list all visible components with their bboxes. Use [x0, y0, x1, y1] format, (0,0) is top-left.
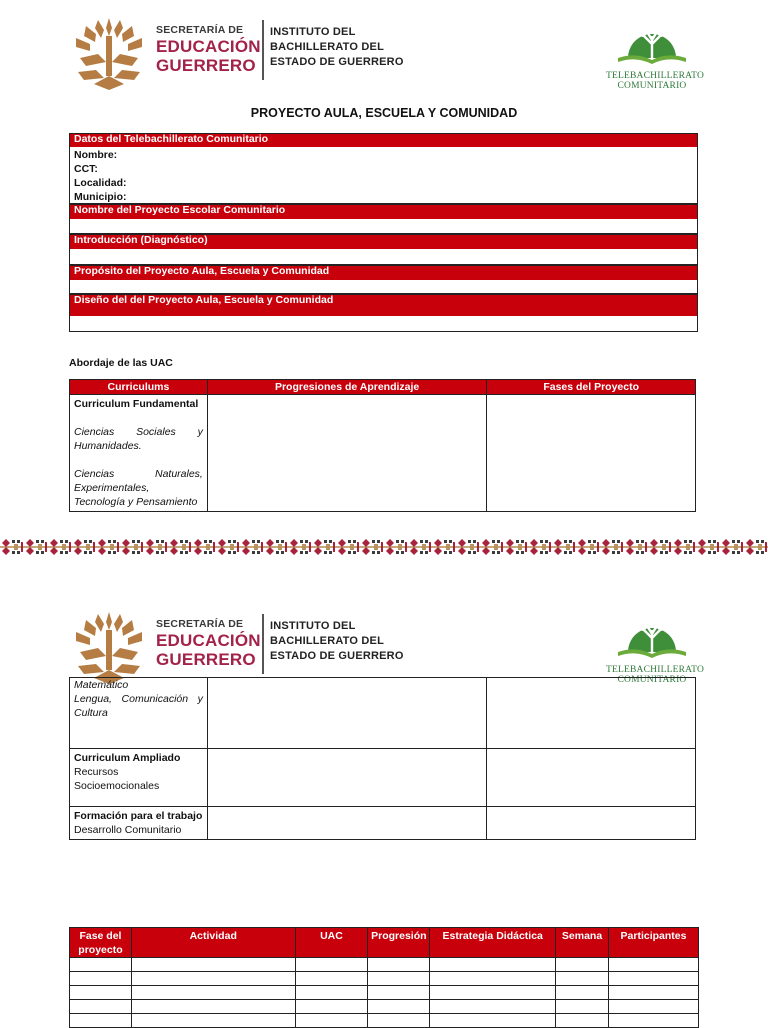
uac-header-progresiones: Progresiones de Aprendizaje	[207, 380, 487, 395]
education-emblem-icon	[68, 14, 150, 94]
field-localidad: Localidad:	[74, 177, 127, 189]
table-cell[interactable]	[70, 972, 132, 986]
table-row	[70, 986, 699, 1000]
fundamental-continued-cell	[70, 678, 208, 749]
table-cell[interactable]	[556, 972, 609, 986]
datos-header: Datos del Telebachillerato Comunitario	[69, 133, 698, 147]
table-cell[interactable]	[609, 1014, 699, 1028]
trabajo-title: Formación para el trabajo	[74, 810, 203, 822]
table-cell[interactable]	[70, 1000, 132, 1014]
tb-line-1: TELEBACHILLERATO	[606, 665, 705, 675]
educacion-label: EDUCACIÓN	[156, 631, 261, 650]
abordaje-label: Abordaje de las UAC	[69, 357, 173, 369]
tb-line-1: TELEBACHILLERATO	[606, 71, 705, 81]
progresiones-cell[interactable]	[207, 749, 486, 807]
tree-book-icon	[606, 14, 698, 66]
inst-line-2: BACHILLERATO DEL	[270, 41, 385, 53]
table-cell[interactable]	[430, 958, 556, 972]
table-cell[interactable]	[556, 958, 609, 972]
tb-line-2: COMUNITARIO	[617, 81, 687, 91]
section-diseno: Diseño del del Proyecto Aula, Escuela y Comunidad	[69, 294, 698, 316]
inst-line-2: BACHILLERATO DEL	[270, 635, 385, 647]
progresiones-cell[interactable]	[207, 807, 486, 840]
telebachillerato-logo	[606, 14, 705, 94]
table-cell[interactable]	[556, 1000, 609, 1014]
uac-table-continued	[69, 677, 696, 840]
ampliado-item: Recursos Socioemocionales	[74, 766, 160, 792]
cont-item-lengua: Lengua, Comunicación y Cultura	[74, 693, 203, 719]
table-cell[interactable]	[430, 986, 556, 1000]
header-divider	[262, 614, 264, 674]
table-cell[interactable]	[295, 1000, 368, 1014]
section-introduccion: Introducción (Diagnóstico)	[69, 234, 698, 249]
fundamental-item-naturales: Ciencias Naturales, Experimentales, Tecnología y Pensamiento	[74, 468, 203, 508]
secretaria-block	[156, 24, 261, 75]
secretaria-label: SECRETARÍA DE	[156, 618, 244, 630]
table-cell[interactable]	[131, 958, 295, 972]
table-cell[interactable]	[131, 972, 295, 986]
act-header-semana: Semana	[556, 928, 609, 958]
instituto-block	[270, 619, 404, 664]
formacion-trabajo-cell	[70, 807, 208, 840]
inst-line-1: INSTITUTO DEL	[270, 620, 356, 632]
table-cell[interactable]	[131, 1014, 295, 1028]
document-title: PROYECTO AULA, ESCUELA Y COMUNIDAD	[250, 106, 518, 120]
introduccion-box[interactable]	[69, 234, 698, 265]
table-row	[70, 1014, 699, 1028]
table-cell[interactable]	[368, 986, 430, 1000]
table-cell[interactable]	[430, 972, 556, 986]
cont-item-matematico: Matemático	[74, 679, 129, 691]
table-cell[interactable]	[368, 958, 430, 972]
act-header-participantes: Participantes	[609, 928, 699, 958]
act-header-progresion: Progresión	[368, 928, 430, 958]
ampliado-title: Curriculum Ampliado	[74, 752, 181, 764]
act-header-uac: UAC	[295, 928, 368, 958]
table-row	[70, 972, 699, 986]
progresiones-cell[interactable]	[207, 678, 486, 749]
table-cell[interactable]	[609, 958, 699, 972]
tree-book-icon	[606, 608, 698, 660]
table-cell[interactable]	[556, 986, 609, 1000]
page-header	[0, 14, 768, 94]
section-nombre-proyecto: Nombre del Proyecto Escolar Comunitario	[69, 204, 698, 219]
table-cell[interactable]	[430, 1014, 556, 1028]
diseno-box[interactable]	[69, 294, 698, 332]
table-cell[interactable]	[295, 986, 368, 1000]
table-cell[interactable]	[295, 1014, 368, 1028]
inst-line-1: INSTITUTO DEL	[270, 26, 356, 38]
inst-line-3: ESTADO DE GUERRERO	[270, 650, 404, 662]
table-cell[interactable]	[295, 958, 368, 972]
fundamental-title: Curriculum Fundamental	[74, 398, 199, 410]
fundamental-item-sociales: Ciencias Sociales y Humanidades.	[74, 426, 203, 452]
activities-table	[69, 927, 699, 1028]
fases-cell[interactable]	[487, 678, 696, 749]
educacion-label: EDUCACIÓN	[156, 37, 261, 56]
tb-line-2: COMUNITARIO	[617, 675, 687, 685]
fases-cell[interactable]	[487, 395, 696, 512]
table-cell[interactable]	[368, 972, 430, 986]
table-cell[interactable]	[609, 972, 699, 986]
secretaria-label: SECRETARÍA DE	[156, 24, 244, 36]
field-cct: CCT:	[74, 163, 98, 175]
table-cell[interactable]	[70, 958, 132, 972]
curriculum-ampliado-cell	[70, 749, 208, 807]
fases-cell[interactable]	[487, 807, 696, 840]
fases-cell[interactable]	[487, 749, 696, 807]
table-cell[interactable]	[556, 1014, 609, 1028]
table-cell[interactable]	[368, 1014, 430, 1028]
table-cell[interactable]	[70, 1014, 132, 1028]
inst-line-3: ESTADO DE GUERRERO	[270, 56, 404, 68]
table-row	[70, 958, 699, 972]
page-header-2	[0, 608, 768, 688]
uac-header-curriculums: Curriculums	[70, 380, 208, 395]
education-emblem-icon	[68, 608, 150, 688]
field-nombre: Nombre:	[74, 149, 118, 161]
table-cell[interactable]	[609, 1000, 699, 1014]
table-cell[interactable]	[430, 1000, 556, 1014]
telebachillerato-logo	[606, 608, 705, 688]
table-cell[interactable]	[295, 972, 368, 986]
section-proposito: Propósito del Proyecto Aula, Escuela y Comunidad	[69, 265, 698, 280]
act-header-actividad: Actividad	[131, 928, 295, 958]
curriculum-fundamental-cell	[70, 395, 208, 512]
act-header-estrategia: Estrategia Didáctica	[430, 928, 556, 958]
table-cell[interactable]	[131, 1000, 295, 1014]
uac-table	[69, 379, 696, 512]
proposito-box[interactable]	[69, 265, 698, 294]
header-divider	[262, 20, 264, 80]
guerrero-label: GUERRERO	[156, 56, 256, 75]
secretaria-block	[156, 618, 261, 669]
decorative-pattern-divider	[0, 536, 768, 558]
table-cell[interactable]	[368, 1000, 430, 1014]
field-municipio: Municipio:	[74, 191, 127, 203]
trabajo-item: Desarrollo Comunitario	[74, 824, 182, 836]
table-cell[interactable]	[609, 986, 699, 1000]
uac-header-fases: Fases del Proyecto	[487, 380, 696, 395]
progresiones-cell[interactable]	[207, 395, 487, 512]
table-cell[interactable]	[131, 986, 295, 1000]
instituto-block	[270, 25, 404, 70]
nombre-proyecto-box[interactable]	[69, 204, 698, 234]
datos-box[interactable]	[69, 133, 698, 204]
act-header-fase: Fase del proyecto	[70, 928, 132, 958]
table-cell[interactable]	[70, 986, 132, 1000]
guerrero-label: GUERRERO	[156, 650, 256, 669]
table-row	[70, 1000, 699, 1014]
